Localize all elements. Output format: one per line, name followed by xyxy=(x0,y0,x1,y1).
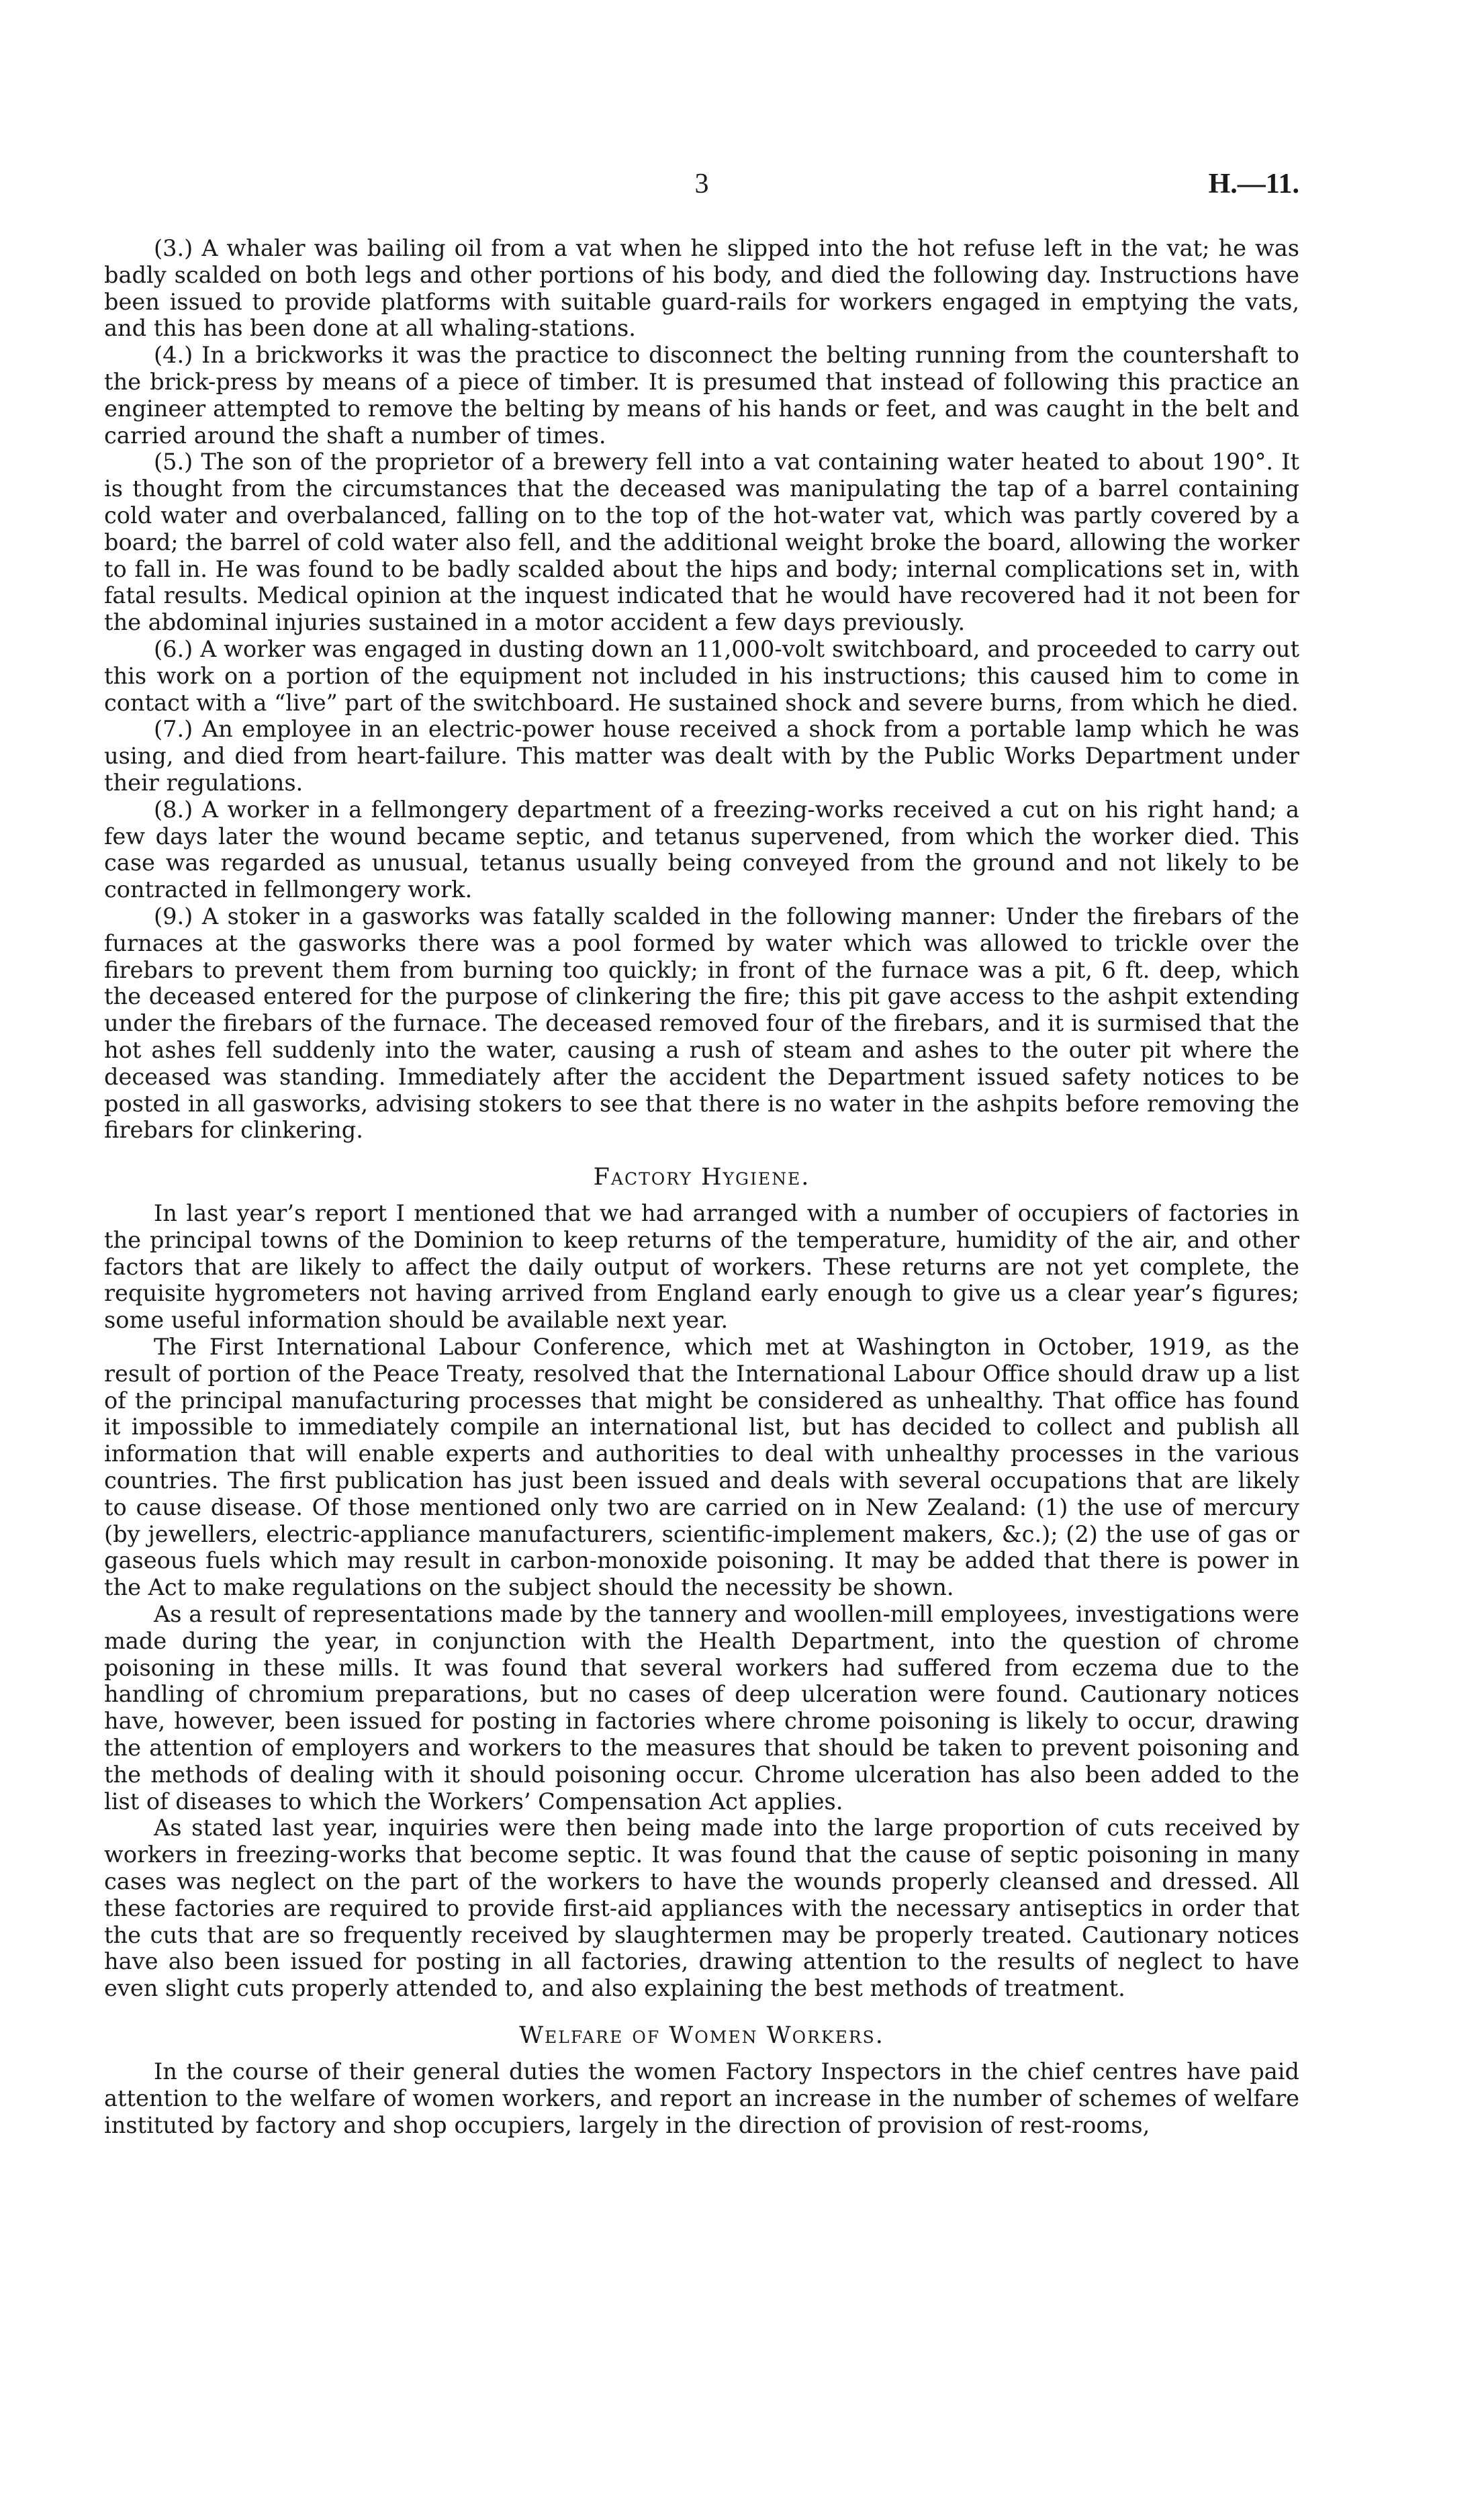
welfare-paragraph: In the course of their general duties the women Factory Inspectors in the chief centres have paid attention to the welfare of women workers, and report an increase in the number of schemes of welfare instituted by factory and shop occupiers, largely in the direction of provision of rest-rooms, xyxy=(104,2058,1299,2138)
page-number: 3 xyxy=(694,169,709,199)
welfare-women-workers-heading: Welfare of Women Workers. xyxy=(519,2022,884,2049)
hygiene-paragraph: The First International Labour Conference, which met at Washington in October, 1919, as the result of portion of the Peace Treaty, resolved that the International Labour Office should draw up a list of the principal manufacturing processes that might be considered as unhealthy. That office has found it impossible to immediately compile an international list, but has decided to collect and publish all information that will enable experts and authorities to deal with unhealthy processes in the various countries. The first publication has just been issued and deals with several occupations that are likely to cause disease. Of those mentioned only two are carried on in New Zealand: (1) the use of mercury (by jewellers, electric-appliance manufacturers, scientific-implement makers, &c.); (2) the use of gas or gaseous fuels which may result in carbon-monoxide poisoning. It may be added that there is power in the Act to make regulations on the subject should the necessity be shown. xyxy=(104,1334,1299,1601)
accident-paragraph-5: (5.) The son of the proprietor of a brewery fell into a vat containing water heated to about 190°. It is thought from the circumstances that the deceased was manipulating the tap of a barrel containing cold water and overbalanced, falling on to the top of the hot-water vat, which was partly covered by a board; the barrel of cold water also fell, and the additional weight broke the board, allowing the worker to fall in. He was found to be badly scalded about the hips and body; internal complications set in, with fatal results. Medical opinion at the inquest indicated that he would have recovered had it not been for the abdominal injuries sustained in a motor accident a few days previously. xyxy=(104,449,1299,636)
accident-paragraph-4: (4.) In a brickworks it was the practice to disconnect the belting running from the countershaft to the brick-press by means of a piece of timber. It is presumed that instead of following this practice an engineer attempted to remove the belting by means of his hands or feet, and was caught in the belt and carried around the shaft a number of times. xyxy=(104,342,1299,449)
accident-paragraph-8: (8.) A worker in a fellmongery department of a freezing-works received a cut on his right hand; a few days later the wound became septic, and tetanus supervened, from which the worker died. This case was regarded as unusual, tetanus usually being conveyed from the ground and not likely to be contracted in fellmongery work. xyxy=(104,796,1299,903)
page-header xyxy=(104,168,1299,215)
accident-paragraph-7: (7.) An employee in an electric-power house received a shock from a portable lamp which he was using, and died from heart-failure. This matter was dealt with by the Public Works Department under their regulations. xyxy=(104,716,1299,796)
accident-paragraph-9: (9.) A stoker in a gasworks was fatally scalded in the following manner: Under the firebars of the furnaces at the gasworks there was a pool formed by water which was allowed to trickle over the firebars to prevent them from burning too quickly; in front of the furnace was a pit, 6 ft. deep, which the deceased entered for the purpose of clinkering the fire; this pit gave access to the ashpit extending under the firebars of the furnace. The deceased removed four of the firebars, and it is surmised that the hot ashes fell suddenly into the water, causing a rush of steam and ashes to the outer pit where the deceased was standing. Immediately after the accident the Department issued safety notices to be posted in all gasworks, advising stokers to see that there is no water in the ashpits before removing the firebars for clinkering. xyxy=(104,903,1299,1144)
hygiene-paragraph: In last year’s report I mentioned that we had arranged with a number of occupiers of factories in the principal towns of the Dominion to keep returns of the temperature, humidity of the air, and other factors that are likely to affect the daily output of workers. These returns are not yet complete, the requisite hygrometers not having arrived from England early enough to give us a clear year’s figures; some useful information should be available next year. xyxy=(104,1200,1299,1334)
hygiene-paragraph: As stated last year, inquiries were then being made into the large proportion of cuts received by workers in freezing-works that become septic. It was found that the cause of septic poisoning in many cases was neglect on the part of the workers to have the wounds properly cleansed and dressed. All these factories are required to provide first-aid appliances with the necessary antiseptics in order that the cuts that are so frequently received by slaughtermen may be properly treated. Cautionary notices have also been issued for posting in all factories, drawing attention to the results of neglect to have even slight cuts properly attended to, and also explaining the best methods of treatment. xyxy=(104,1815,1299,2002)
accident-reports xyxy=(104,235,1299,1144)
accident-paragraph-6: (6.) A worker was engaged in dusting down an 11,000-volt switchboard, and proceeded to carry out this work on a portion of the equipment not included in his instructions; this caused him to come in contact with a “live” part of the switchboard. He sustained shock and severe burns, from which he died. xyxy=(104,635,1299,716)
factory-hygiene-heading: Factory Hygiene. xyxy=(593,1164,810,1191)
welfare-women-workers-section xyxy=(104,2022,1299,2138)
accident-paragraph-3: (3.) A whaler was bailing oil from a vat when he slipped into the hot refuse left in the vat; he was badly scalded on both legs and other portions of his body, and died the following day. Instructions have been issued to provide platforms with suitable guard-rails for workers engaged in emptying the vats, and this has been done at all whaling-stations. xyxy=(104,235,1299,342)
hygiene-paragraph: As a result of representations made by the tannery and woollen-mill employees, investigations were made during the year, in conjunction with the Health Department, into the question of chrome poisoning in these mills. It was found that several workers had suffered from eczema due to the handling of chromium preparations, but no cases of deep ulceration were found. Cautionary notices have, however, been issued for posting in factories where chrome poisoning is likely to occur, drawing the attention of employers and workers to the measures that should be taken to prevent poisoning and the methods of dealing with it should poisoning occur. Chrome ulceration has also been added to the list of diseases to which the Workers’ Compensation Act applies. xyxy=(104,1601,1299,1815)
document-reference: H.—11. xyxy=(1208,169,1299,199)
document-page xyxy=(104,168,1299,2138)
factory-hygiene-section xyxy=(104,1164,1299,2002)
